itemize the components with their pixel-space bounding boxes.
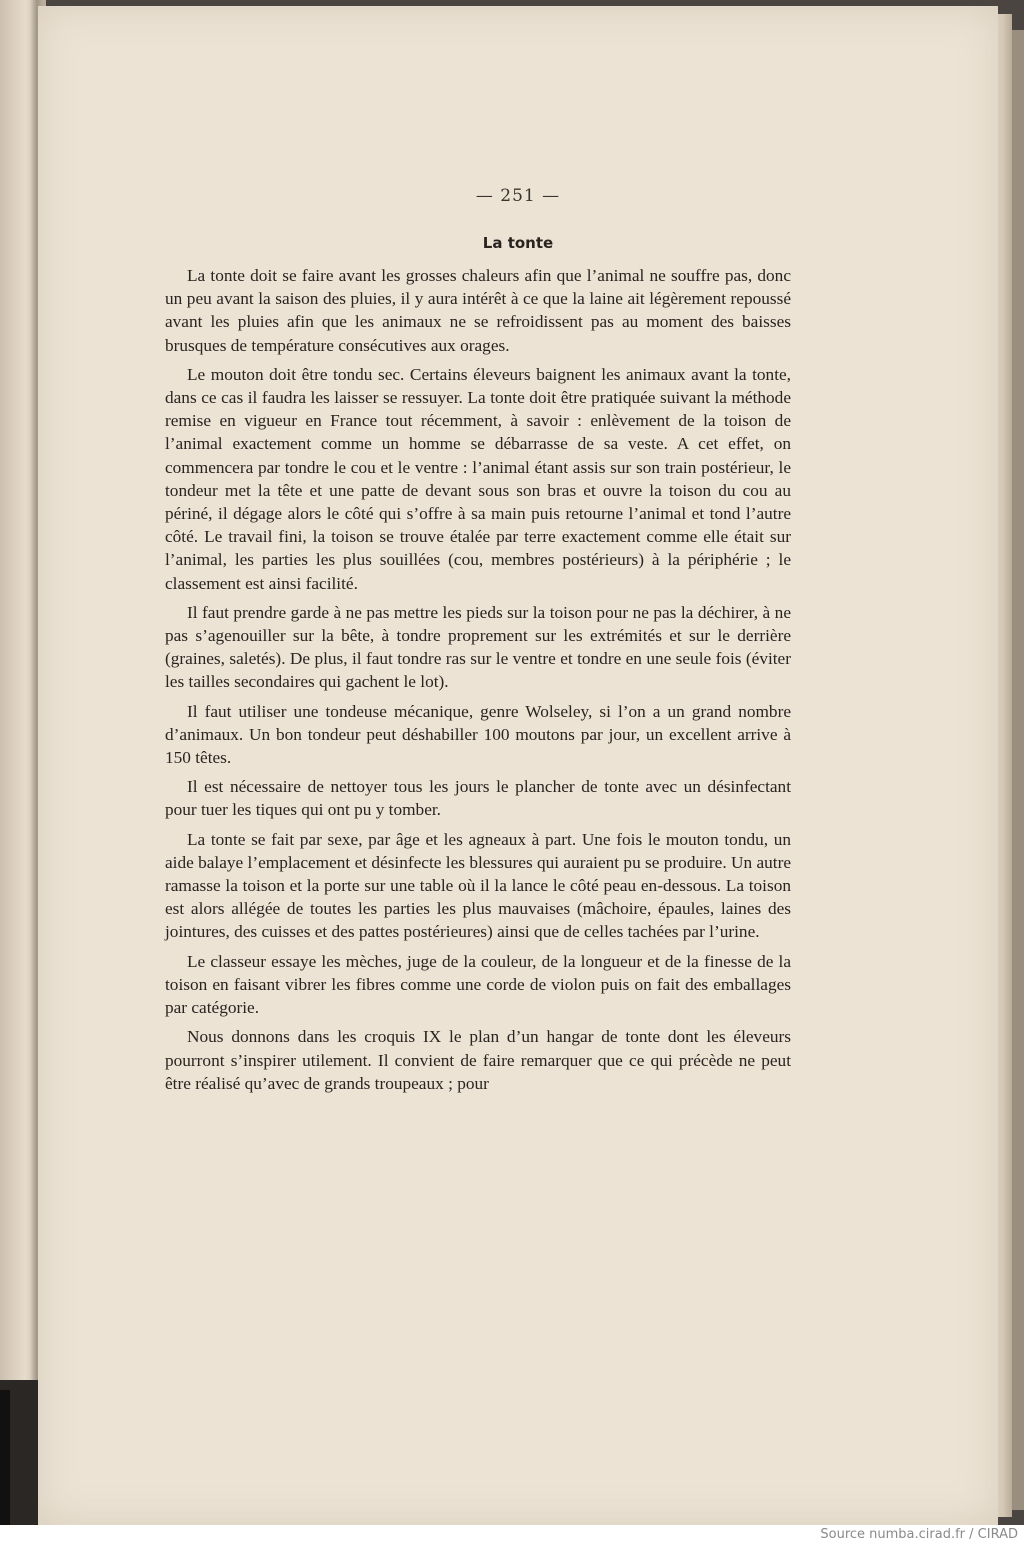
paragraph: Nous donnons dans les croquis IX le plan d’un hangar de tonte dont les éleveurs pourront s’inspirer utilement. Il convient de faire remarquer que ce qui précède ne peut être réalisé qu’avec de grands troupeaux ; pour [165,1027,791,1093]
paragraph: Il faut utiliser une tondeuse mécanique, genre Wolseley, si l’on a un grand nombre d’animaux. Un bon tondeur peut déshabiller 100 moutons par jour, un excellent arrive à 150 têtes. [165,701,791,768]
paragraph: Le classeur essaye les mèches, juge de la couleur, de la longueur et de la finesse de la toison en faisant vibrer les fibres comme une corde de violon puis on fait des emballages par catégorie. [165,951,791,1018]
paragraph: Le mouton doit être tondu sec. Certains éleveurs baignent les animaux avant la tonte, dans ce cas il faudra les laisser se ressuyer. La tonte doit être pratiquée suivant la méthode remise en vigueur en France tout récemment, à savoir : enlèvement de la toison de l’animal exactement comme un homme se débarrasse de sa veste. A cet effet, on commencera par tondre le cou et le ventre : l’animal étant assis sur son train postérieur, le tondeur met la tête et une patte de devant sous son bras et ouvre la toison du cou au périné, il dégage alors le côté qui s’offre à sa main puis retourne l’animal et tond l’autre côté. Le travail fini, la toison se trouve étalée par terre exactement comme elle était sur l’animal, les parties les plus souillées (cou, membres postérieurs) à la périphérie ; le classement est ainsi facilité. [165,364,791,593]
book-page [38,6,998,1525]
body-text [165,264,791,1101]
binding-strip [0,1390,10,1525]
paragraph: La tonte doit se faire avant les grosses chaleurs afin que l’animal ne souffre pas, donc un peu avant la saison des pluies, il y aura intérêt à ce que la laine ait légèrement repoussé avant les pluies afin que les animaux ne se refroidissent pas au moment des baisses brusques de température consécutives aux orages. [165,266,791,355]
paragraph: Il est nécessaire de nettoyer tous les jours le plancher de tonte avec un désinfectant pour tuer les tiques qui ont pu y tomber. [165,777,791,820]
paragraph: Il faut prendre garde à ne pas mettre les pieds sur la toison pour ne pas la déchirer, à ne pas s’agenouiller sur la bête, à tondre proprement sur les extrémités et sur le derrière (graines, saletés). De plus, il faut tondre ras sur le ventre et tondre en une seule fois (éviter les tailles secondaires qui gachent le lot). [165,602,791,692]
section-heading: La tonte [482,234,554,252]
paragraph: La tonte se fait par sexe, par âge et les agneaux à part. Une fois le mouton tondu, un aide balaye l’emplacement et désinfecte les blessures qui auraient pu se produire. Un autre ramasse la toison et la porte sur une table où il la lance le côté peau en-dessous. La toison est alors allégée de toutes les parties les plus mauvaises (mâchoire, épaules, laines des jointures, des cuisses et des pattes postérieures) ainsi que de celles tachées par l’urine. [165,829,791,942]
page-number: — 251 — [475,186,561,206]
source-credit: Source numba.cirad.fr / CIRAD [820,1527,1018,1542]
